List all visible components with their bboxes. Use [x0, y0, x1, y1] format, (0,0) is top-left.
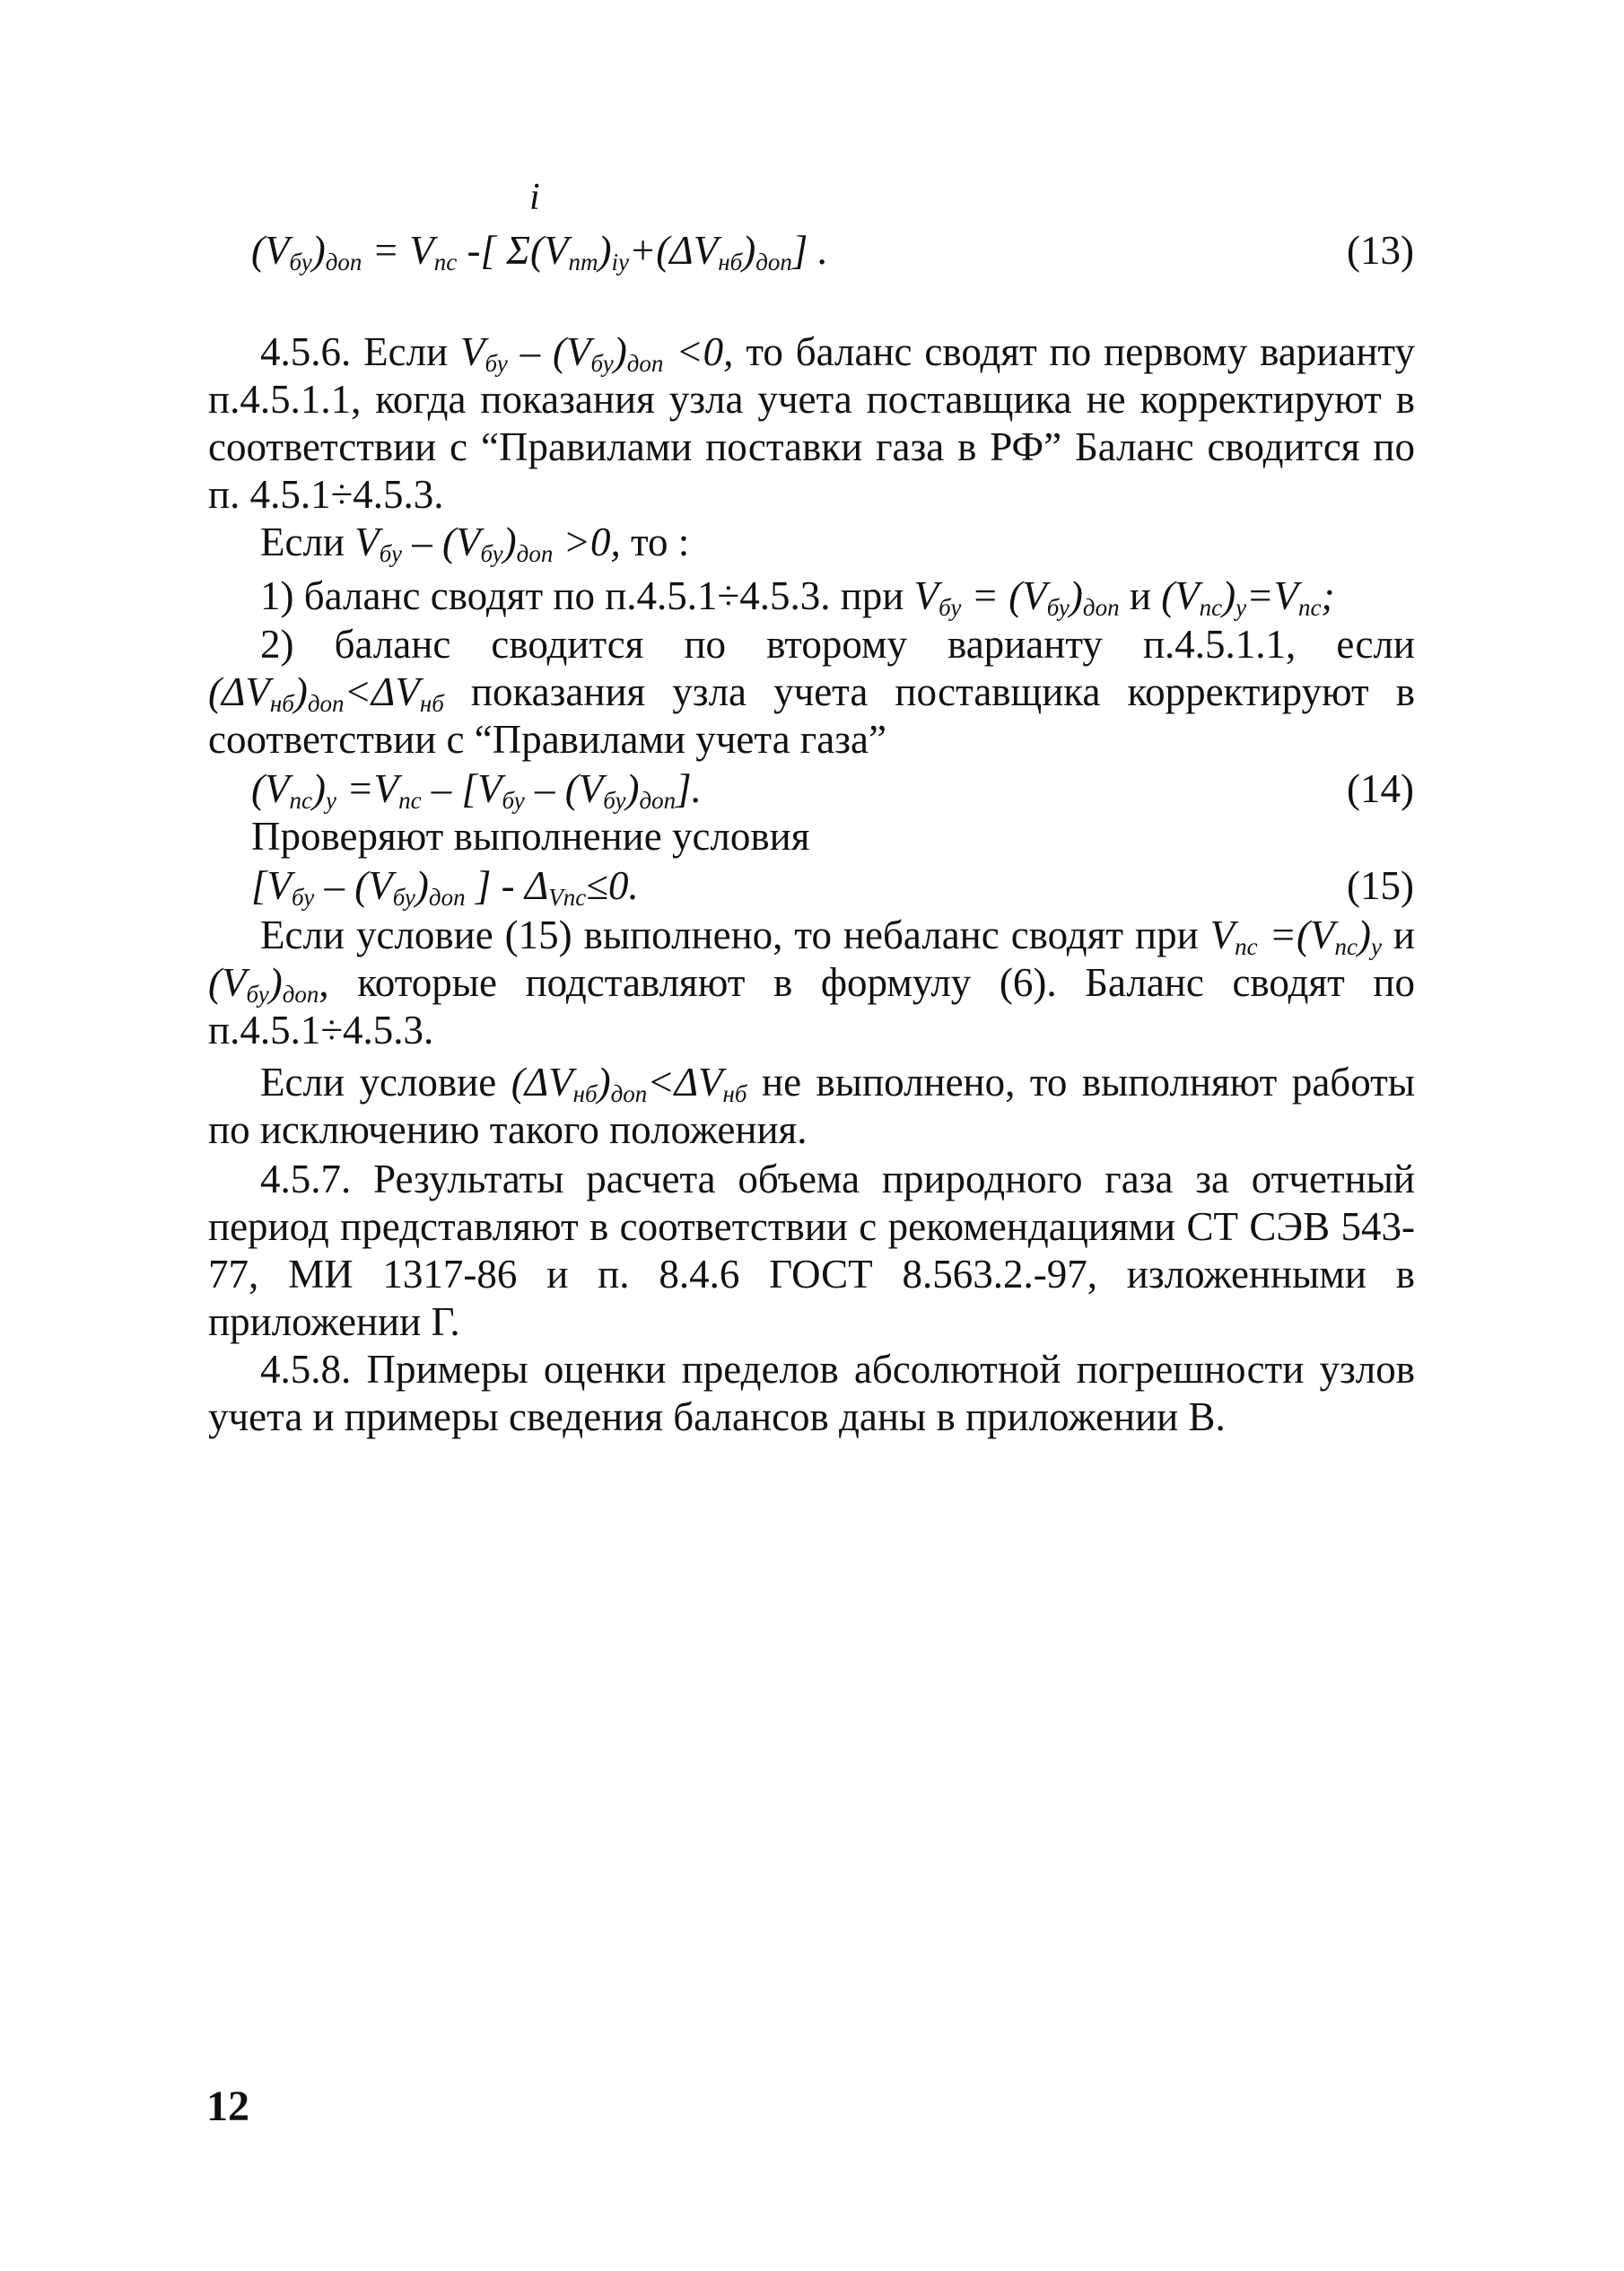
inline-formula: $(\Delta V_{нб})_{доп}<\Delta V_{нб}$: [511, 1060, 747, 1107]
paragraph-condition-15: Если условие (15) выполнено, то небаланс сводят при $V_{пс} =(V_{пс})_у$ и $(V_{бу})_{доп}$, которые подставляют в формулу (6). Баланс сводят по п.4.5.1÷4.5.3.: [208, 913, 1415, 1053]
inline-formula: $(V_{пс})_у=V_{пс}$;: [1161, 573, 1335, 621]
paragraph-4-5-7: 4.5.7. Результаты расчета объема природного газа за отчетный период представляют в соответствии с рекомендациями СТ СЭВ 543-77, МИ 1317-86 и п. 8.4.6 ГОСТ 8.563.2.-97, изложенными в приложении Г.: [208, 1157, 1415, 1344]
inline-formula: $V_{бу} - (V_{бу})_{доп} >0$,: [354, 520, 621, 567]
eq15-formula: [$V_{бу} - (V_{бу})_{доп}$ ] - $\Delta_{Vпс}\le 0$.: [251, 863, 639, 911]
inline-formula: $(V_{бу})_{доп}$: [208, 960, 319, 1008]
eq14-formula: $(V_{пс})_у =V_{пс} - [V_{бу} - (V_{бу})_{доп}]$.: [251, 766, 702, 814]
paragraph-4-5-8: 4.5.8. Примеры оценки пределов абсолютной погрешности узлов учета и примеры сведения балансов даны в приложении В.: [208, 1347, 1415, 1439]
check-condition-text: Проверяют выполнение условия: [251, 814, 810, 859]
inline-formula: $V_{пс} =(V_{пс})_у$: [1209, 913, 1382, 960]
equation-14: [251, 764, 1414, 813]
equation-13: [251, 226, 1414, 275]
inline-formula: $(\Delta V_{нб})_{доп}<\Delta V_{нб}$: [208, 669, 444, 717]
sum-index: i: [529, 177, 540, 218]
page-number: 12: [206, 2083, 249, 2130]
inline-formula: $V_{бу} - (V_{бу})_{доп} <0$,: [460, 329, 734, 377]
paragraph-4-5-6: 4.5.6. Если $V_{бу} - (V_{бу})_{доп} <0$, то баланс сводят по первому варианту п.4.5.1.1, когда показания узла учета поставщика не корректируют в соответствии с “Правилами поставки газа в РФ” Баланс сводится по п. 4.5.1÷4.5.3.: [208, 329, 1415, 517]
list-item-2: 2) баланс сводится по второму варианту п.4.5.1.1, если $(\Delta V_{нб})_{доп}<\Delta V_{нб}$ показания узла учета поставщика корректируют в соответствии с “Правилами учета газа”: [208, 622, 1415, 762]
list-item-1: 1) баланс сводят по п.4.5.1÷4.5.3. при $V_{бу} = (V_{бу})_{доп}$ и $(V_{пс})_у=V_{пс}$;: [260, 573, 1335, 621]
equation-number-15: (15): [1347, 863, 1414, 908]
paragraph-condition-positive: Если $V_{бу} - (V_{бу})_{доп} >0$, то :: [260, 520, 690, 567]
paragraph-condition-not-fulfilled: Если условие $(\Delta V_{нб})_{доп}<\Delta V_{нб}$ не выполнено, то выполняют работы по исключению такого положения.: [208, 1060, 1415, 1152]
eq13-formula: $(V_{бу})_{доп} = V_{пс}$ -[ $\Sigma(V_{пт})_{iу}+(\Delta V_{нб})_{доп}$] .: [251, 228, 828, 275]
equation-15: [251, 861, 1414, 910]
inline-formula: $V_{бу} = (V_{бу})_{доп}$: [913, 573, 1120, 621]
equation-number-14: (14): [1347, 766, 1414, 811]
equation-number-13: (13): [1347, 228, 1414, 273]
